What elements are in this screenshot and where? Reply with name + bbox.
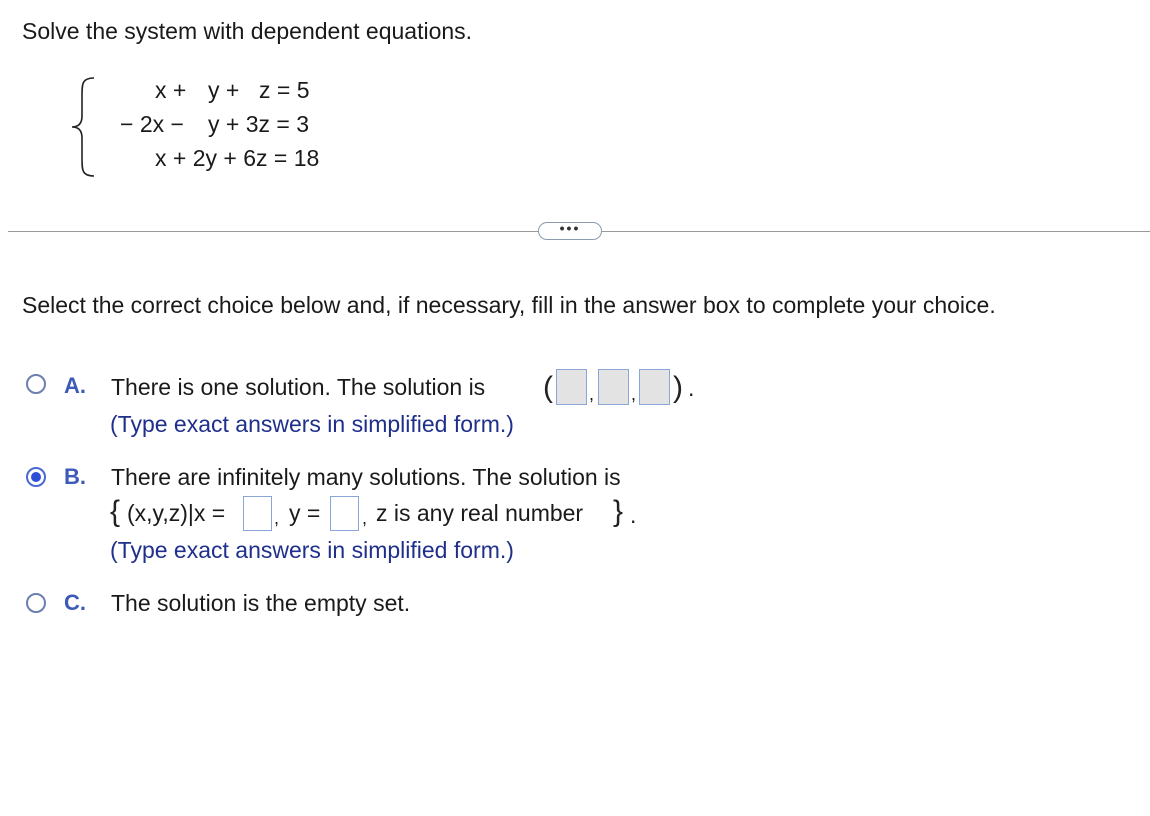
- choice-a-comma-1: ,: [589, 384, 595, 404]
- choice-a-y-input[interactable]: [598, 369, 629, 405]
- eq1-term-z: z = 5: [259, 77, 310, 103]
- equation-1: [0, 74, 400, 106]
- eq3-terms: x + 2y + 6z = 18: [155, 145, 320, 171]
- choice-b-hint: (Type exact answers in simplified form.): [110, 537, 514, 563]
- choice-c-radio[interactable]: [26, 593, 46, 613]
- choice-a-open-paren: (: [543, 371, 553, 404]
- choice-b-y-input[interactable]: [330, 496, 359, 531]
- choice-b-suffix: z is any real number: [376, 500, 584, 526]
- choice-c-text: The solution is the empty set.: [111, 590, 411, 616]
- choice-a-x-input[interactable]: [556, 369, 587, 405]
- choice-a-period: .: [688, 375, 695, 401]
- choice-b-y-label: y =: [289, 500, 321, 526]
- choice-b-text: There are infinitely many solutions. The solution is: [111, 464, 621, 490]
- choice-b-period: .: [630, 502, 637, 528]
- choice-b-letter: B.: [64, 464, 86, 489]
- choice-a-close-paren: ): [673, 371, 683, 404]
- eq1-term-x: x +: [155, 77, 187, 103]
- choice-b-radio[interactable]: [26, 467, 46, 487]
- question-prompt: Solve the system with dependent equations.: [22, 18, 473, 44]
- equation-3: [0, 142, 400, 174]
- choice-b-x-input[interactable]: [243, 496, 272, 531]
- choice-a-hint: (Type exact answers in simplified form.): [110, 411, 514, 437]
- choice-b-set-open-brace: {: [110, 495, 121, 528]
- instruction-text: Select the correct choice below and, if necessary, fill in the answer box to complete your choice.: [22, 292, 996, 318]
- choice-b-comma-1: ,: [274, 508, 280, 528]
- equation-2: [0, 108, 400, 140]
- expand-more-button[interactable]: •••: [538, 222, 602, 240]
- choice-a-letter: A.: [64, 373, 86, 398]
- choice-b-comma-2: ,: [362, 508, 368, 528]
- choice-a-radio[interactable]: [26, 374, 46, 394]
- choice-b-set-close-brace: }: [613, 495, 624, 528]
- eq2-term-x: − 2x −: [120, 111, 184, 137]
- choice-b-set-prefix: (x,y,z)|x =: [127, 500, 226, 526]
- choice-a-comma-2: ,: [631, 384, 637, 404]
- choice-c-letter: C.: [64, 590, 86, 615]
- choice-a-z-input[interactable]: [639, 369, 670, 405]
- eq1-term-y: y +: [208, 77, 240, 103]
- choice-a-text: There is one solution. The solution is: [111, 374, 486, 400]
- eq2-term-yz: y + 3z = 3: [208, 111, 310, 137]
